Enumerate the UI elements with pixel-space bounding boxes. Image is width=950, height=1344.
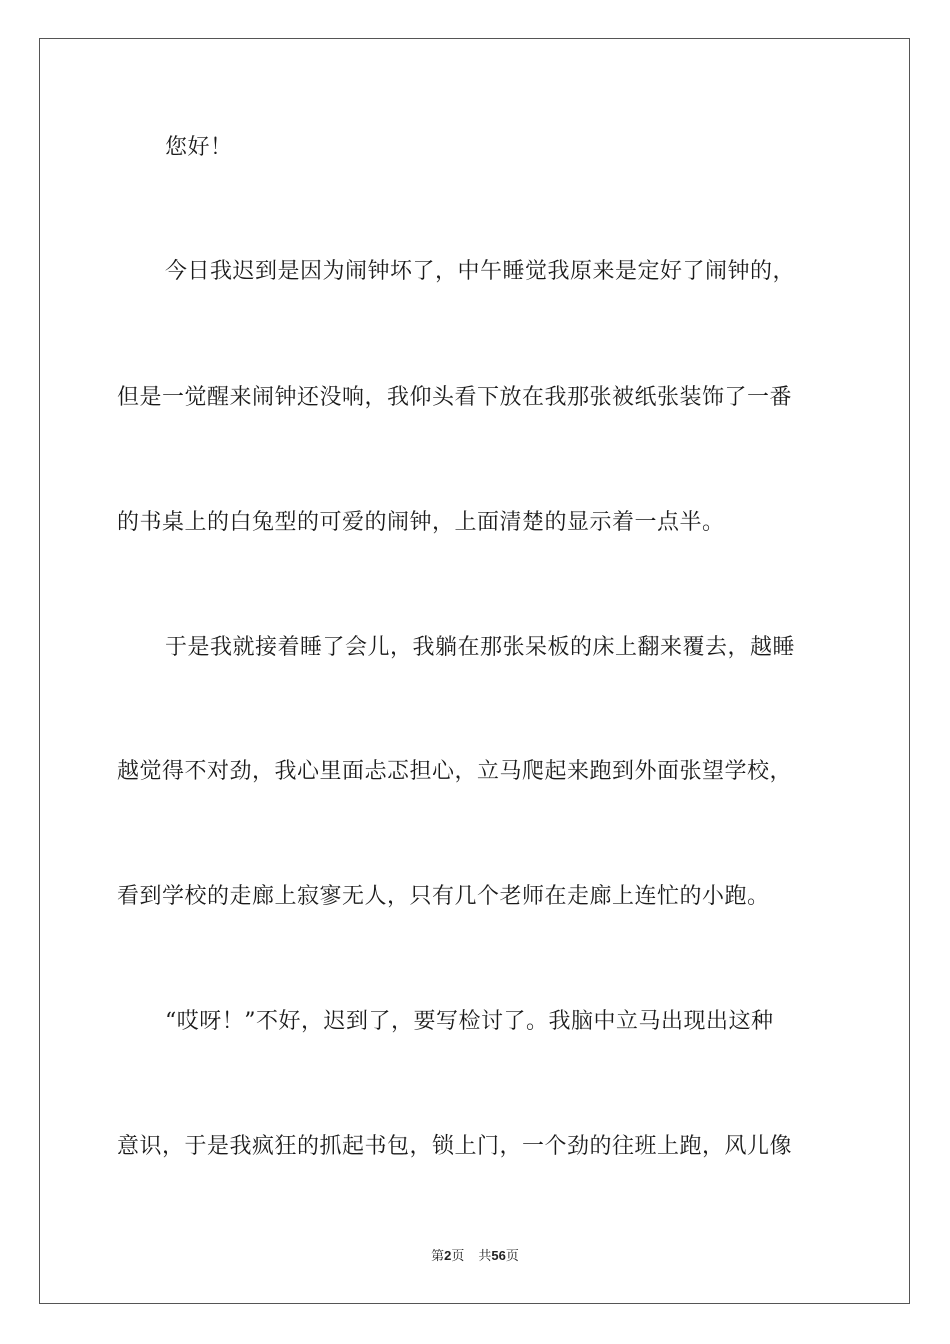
total-prefix: 共 <box>478 1249 492 1264</box>
paragraph-line: 的书桌上的白兔型的可爱的闹钟，上面清楚的显示着一点半。 <box>117 510 725 535</box>
page-prefix: 第 <box>431 1249 445 1264</box>
page-number: 2 <box>444 1248 452 1263</box>
paragraph-line: “哎呀！”不好，迟到了，要写检讨了。我脑中立马出现出这种 <box>165 1009 774 1034</box>
total-suffix: 页 <box>505 1249 519 1264</box>
page-footer <box>0 1247 950 1266</box>
paragraph-line: 看到学校的走廊上寂寥无人，只有几个老师在走廊上连忙的小跑。 <box>117 884 770 909</box>
paragraph-line: 于是我就接着睡了会儿，我躺在那张呆板的床上翻来覆去，越睡 <box>165 635 796 660</box>
greeting-line: 您好！ <box>165 135 233 160</box>
paragraph-line: 越觉得不对劲，我心里面忐忑担心，立马爬起来跑到外面张望学校， <box>117 759 793 784</box>
paragraph-line: 意识，于是我疯狂的抓起书包，锁上门，一个劲的往班上跑，风儿像 <box>117 1134 793 1159</box>
page-frame <box>39 38 910 1304</box>
total-pages: 56 <box>491 1248 506 1263</box>
paragraph-line: 但是一觉醒来闹钟还没响，我仰头看下放在我那张被纸张装饰了一番 <box>117 385 793 410</box>
page-suffix: 页 <box>451 1249 465 1264</box>
paragraph-line: 今日我迟到是因为闹钟坏了，中午睡觉我原来是定好了闹钟的， <box>165 259 796 284</box>
